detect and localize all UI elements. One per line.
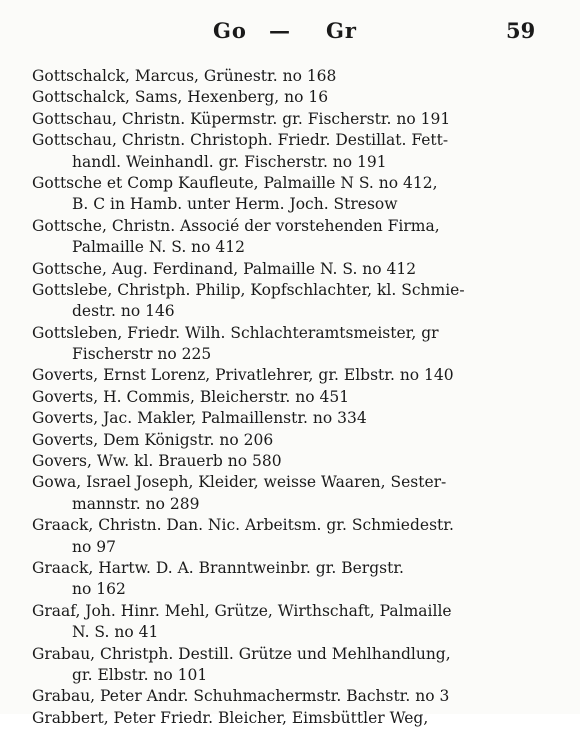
page-number: 59 bbox=[506, 18, 536, 43]
entry-line: Gottsche, Christn. Associé der vorstehenden Firma, bbox=[32, 216, 440, 235]
entry-line: Graack, Christn. Dan. Nic. Arbeitsm. gr. Schmiedestr. bbox=[32, 516, 454, 535]
header-range-end: Gr bbox=[326, 18, 357, 43]
entry-line: Govers, Ww. kl. Brauerb no 580 bbox=[32, 452, 282, 471]
entry-line: Graack, Hartw. D. A. Branntweinbr. gr. Bergstr. bbox=[32, 558, 404, 577]
entry-line: Grabau, Peter Andr. Schuhmachermstr. Bachstr. no 3 bbox=[32, 687, 450, 706]
entry-line: Gowa, Israel Joseph, Kleider, weisse Waaren, Sester- bbox=[32, 473, 447, 492]
entry-line: Gottschau, Christn. Küpermstr. gr. Fischerstr. no 191 bbox=[32, 109, 451, 128]
entry-continuation-line: no 97 bbox=[72, 537, 116, 556]
entry-line: Gottsche et Comp Kaufleute, Palmaille N S. no 412, bbox=[32, 173, 438, 192]
entry-continuation-line: B. C in Hamb. unter Herm. Joch. Stresow bbox=[72, 195, 398, 214]
entry-continuation-line: mannstr. no 289 bbox=[72, 494, 200, 513]
entry-line: Gottschalck, Marcus, Grünestr. no 168 bbox=[32, 67, 337, 85]
entry-continuation-line: Fischerstr no 225 bbox=[72, 345, 212, 364]
header-range-start: Go bbox=[213, 18, 247, 43]
entry-line: Grabbert, Peter Friedr. Bleicher, Eimsbüttler Weg, bbox=[32, 708, 429, 727]
entry-continuation-line: N. S. no 41 bbox=[72, 623, 159, 642]
entry-continuation-line: Palmaille N. S. no 412 bbox=[72, 238, 246, 257]
entry-line: Graaf, Joh. Hinr. Mehl, Grütze, Wirthschaft, Palmaille bbox=[32, 601, 452, 620]
entry-line: Gottslebe, Christph. Philip, Kopfschlachter, kl. Schmie- bbox=[32, 280, 465, 299]
entry-line: Goverts, Ernst Lorenz, Privatlehrer, gr. Elbstr. no 140 bbox=[32, 366, 454, 385]
page-header bbox=[0, 18, 580, 48]
entry-line: Goverts, Jac. Makler, Palmaillenstr. no 334 bbox=[32, 409, 367, 428]
entry-continuation-line: handl. Weinhandl. gr. Fischerstr. no 191 bbox=[72, 152, 387, 171]
entry-line: Goverts, H. Commis, Bleicherstr. no 451 bbox=[32, 387, 350, 406]
entry-continuation-line: no 162 bbox=[72, 580, 126, 599]
entry-line: Gottschalck, Sams, Hexenberg, no 16 bbox=[32, 88, 329, 107]
entry-line: Gottsche, Aug. Ferdinand, Palmaille N. S. no 412 bbox=[32, 259, 417, 278]
entry-line: Grabau, Christph. Destill. Grütze und Mehlhandlung, bbox=[32, 644, 451, 663]
directory-entries bbox=[32, 66, 568, 729]
entry-line: Goverts, Dem Königstr. no 206 bbox=[32, 430, 274, 449]
entry-continuation-line: gr. Elbstr. no 101 bbox=[72, 665, 208, 684]
entry-continuation-line: destr. no 146 bbox=[72, 302, 175, 321]
header-dash: — bbox=[269, 18, 290, 43]
entry-line: Gottsleben, Friedr. Wilh. Schlachteramtsmeister, gr bbox=[32, 323, 439, 342]
entry-line: Gottschau, Christn. Christoph. Friedr. Destillat. Fett- bbox=[32, 131, 449, 150]
